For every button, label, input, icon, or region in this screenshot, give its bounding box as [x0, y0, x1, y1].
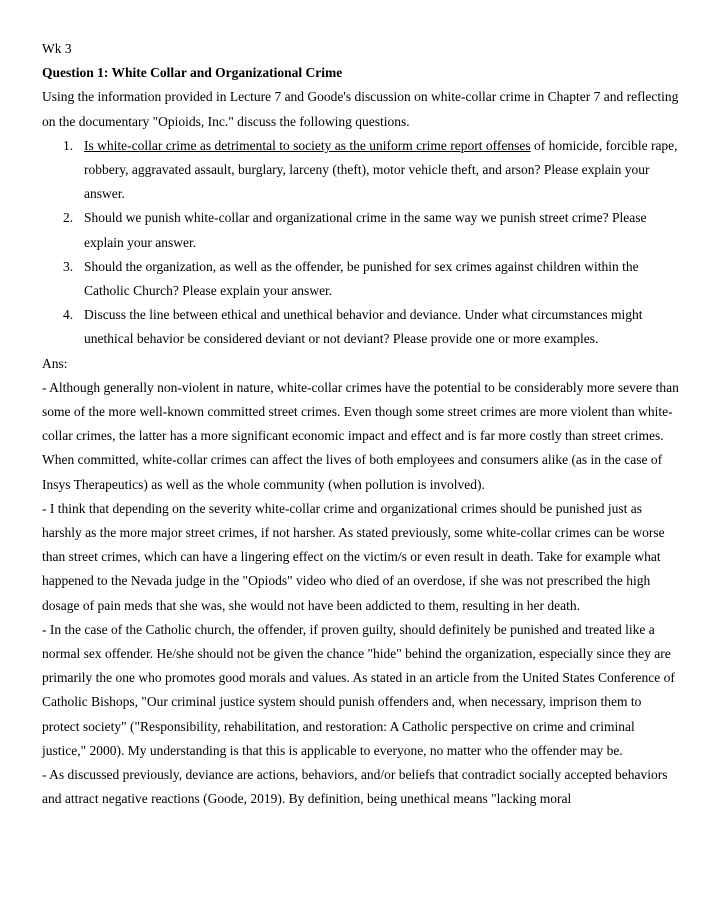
intro-paragraph: Using the information provided in Lecture 7 and Goode's discussion on white-collar crime in Chapter 7 and reflecting on the documentary "Opioids, Inc." discuss the following questions.: [42, 89, 679, 129]
list-text: of homicide, forcible rape, robbery, aggravated assault, burglary, larceny (theft), motor vehicle theft, and arson? Please explain your answer.: [84, 137, 678, 202]
list-text: Discuss the line between ethical and unethical behavior and deviance. Under what circumstances might unethical behavior be considered deviant or not deviant? Please provide one or more examples.: [84, 307, 643, 347]
list-item: [42, 134, 682, 207]
answer-paragraph: - Although generally non-violent in nature, white-collar crimes have the potential to be considerably more severe than some of the more well-known committed street crimes. Even though some street crimes are more violent than white-collar crimes, the latter has a more significant economic impact and effect and is far more costly than street crimes. When committed, white-collar crimes can affect the lives of both employees and consumers alike (as in the case of Insys Therapeutics) as well as the whole community (when pollution is involved).: [42, 379, 679, 492]
list-number: 4.: [63, 307, 74, 323]
document-body: [42, 37, 682, 812]
underlined-text: Is white-collar crime as detrimental to society as the uniform crime report offenses: [84, 137, 531, 153]
question-title: Question 1: White Collar and Organizational Crime: [42, 65, 343, 81]
list-number: 2.: [63, 210, 74, 226]
list-text: Should the organization, as well as the offender, be punished for sex crimes against children within the Catholic Church? Please explain your answer.: [84, 258, 639, 299]
answer-paragraph: - I think that depending on the severity white-collar crime and organizational crimes should be punished just as harshly as the more major street crimes, if not harsher. As stated previously, some white-collar crimes can be worse than street crimes, which can have a lingering effect on the victim/s or even result in death. Take for example what happened to the Nevada judge in the "Opiods" video who died of an overdose, if she was not prescribed the high dosage of pain meds that she was, she would not have been addicted to them, resulting in her death.: [42, 500, 665, 613]
list-number: 1.: [63, 137, 74, 153]
list-item: [42, 206, 682, 254]
list-number: 3.: [63, 258, 74, 274]
answer-paragraph: - As discussed previously, deviance are actions, behaviors, and/or beliefs that contradict socially accepted behaviors and attract negative reactions (Goode, 2019). By definition, being unethical means "lacking moral: [42, 767, 668, 807]
list-item: [42, 255, 682, 303]
answer-label: Ans:: [42, 355, 68, 371]
list-text: Should we punish white-collar and organizational crime in the same way we punish street crime? Please explain your answer.: [84, 210, 647, 250]
question-list: [42, 134, 682, 352]
week-label: Wk 3: [42, 41, 72, 56]
answer-paragraph: - In the case of the Catholic church, the offender, if proven guilty, should definitely be punished and treated like a normal sex offender. He/she should not be given the chance "hide" behind the organization, especially since they are primarily the one who promotes good morals and values. As stated in an article from the United States Conference of Catholic Bishops, "Our criminal justice system should punish offenders and, when necessary, imprison them to protect society" ("Responsibility, rehabilitation, and restoration: A Catholic perspective on crime and criminal justice," 2000). My understanding is that this is applicable to everyone, no matter who the offender may be.: [42, 621, 675, 758]
list-item: [42, 303, 682, 351]
